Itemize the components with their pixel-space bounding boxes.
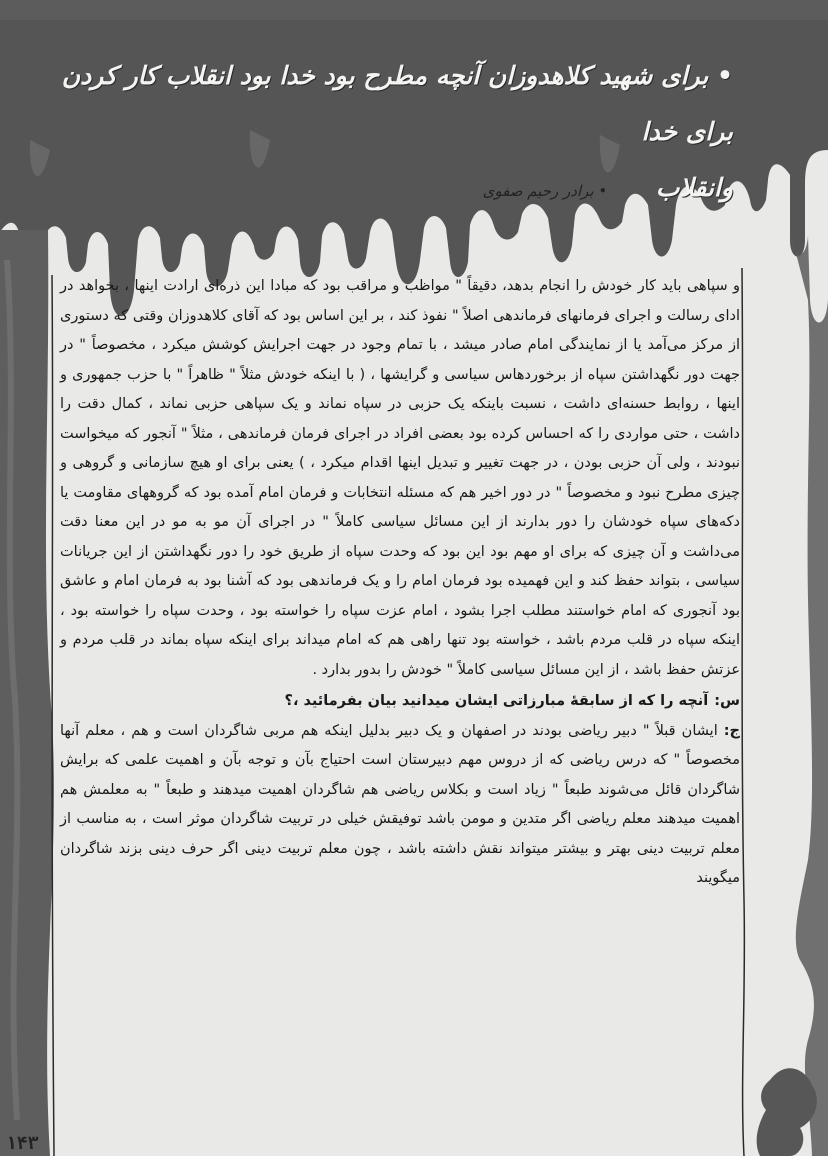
body-paragraph: و سپاهی باید کار خودش را انجام بدهد، دقیقاً " مواظب و مراقب بود که مبادا این ذره‌ای ارادت اینها ، بخواهد در ادای رسالت و اجرای فرمانهای فرماندهی اصلاً " نفوذ کند ، بر این اساس بود که آقای کلاهدوزان وقتی که دستوری از مرکز می‌آمد یا از نمایندگی امام صادر میشد ، با تمام وجود در جهت اجرایش کوشش میکرد ، مخصوصاً " در جهت دور نگهداشتن سپاه از برخوردهاس سیاسی و گرایشها ، ( با اینکه خودش مثلاً " ظاهراً " با حزب جمهوری و اینها ، روابط حسنه‌ای داشت ، نسبت باینکه یک حزبی در سپاه نماند و یک سپاهی حزبی نماند ، کمال دقت را داشت ، حتی مواردی را که احساس کرده بود بعضی افراد در اجرای فرمان فرماندهی ، مثلاً " آنجور که میخواست نبودند ، ولی آن حزبی بودن ، در جهت تغییر و تبدیل اینها اقدام میکرد ، ) یعنی برای او هیچ سازمانی و گروهی و چیزی مطرح نبود و مخصوصاً " در دور اخیر هم که مسئله انتخابات و فرمان امام آمده بود که گروههای مقاومت یا دکه‌های سپاه خودشان را دور بدارند از این مسائل سیاسی کاملاً " در اجرای آن مو به مو در این معنا دقت می‌داشت و آن چیزی که برای او مهم بود این بود که وحدت سپاه از طریق خود را دور نگهداشتن از این جریانات سیاسی ، بتواند حفظ کند و این فهمیده بود فرمان امام را و یک فرماندهی بود که آشنا بود به فرمان امام و عاشق بود آنجوری که امام خواستند مطلب اجرا بشود ، امام عزت سپاه را خواسته بود ، وحدت سپاه را خواسته بود ، اینکه سپاه در قلب مردم باشد ، خواسته بود تنها راهی هم که امام میداند برای اینکه سپاه بماند در قلب مردم و عزتش حفظ باشد ، از این مسائل سیاسی کاملاً " خودش را بدور بدارد . — [60, 278, 740, 678]
answer-text: ایشان قبلاً " دبیر ریاضی بودند در اصفهان و یک دبیر بدلیل اینکه هم مربی شاگردان است و هم ، معلم آنها مخصوصاً " که درس ریاضی که از دروس مهم دبیرستان است احتیاج بآن و توجه بآن و اهمیت علمی که برایش شاگردان قائل می‌شوند طبعاً " زیاد است و بکلاس ریاضی هم شاگردان اهمیت میدهند و طبعاً " به معلمش هم اهمیت میدهند معلم ریاضی اگر متدین و مومن باشد توفیقش خیلی در تربیت شاگردان موثر است ، به مناسب از معلم تربیت دینی بهتر و بیشتر میتواند نقش داشته باشد ، چون معلم تربیت دینی اگر حرف دینی بزند شاگردان میگویند — [60, 722, 740, 886]
question-marker: س: — [714, 693, 740, 709]
interview-answer — [60, 717, 740, 894]
question-text: آنچه را که از سابقهٔ مبارزاتی ایشان میدانید بیان بفرمائید ،؟ — [284, 693, 709, 709]
article-title — [33, 48, 733, 219]
author-byline: • برادر رحیم صفوی — [482, 182, 608, 200]
interview-question — [60, 687, 740, 717]
title-line-2 — [33, 160, 733, 219]
title-line-1: • برای شهید کلاهدوزان آنچه مطرح بود خدا بود انقلاب کار کردن برای خدا — [61, 61, 733, 146]
page-number: ۱۴۳ — [6, 1133, 39, 1154]
title-line-2-text: وانقلاب — [655, 173, 733, 202]
article-body — [60, 272, 740, 894]
answer-marker: ج: — [723, 722, 740, 739]
